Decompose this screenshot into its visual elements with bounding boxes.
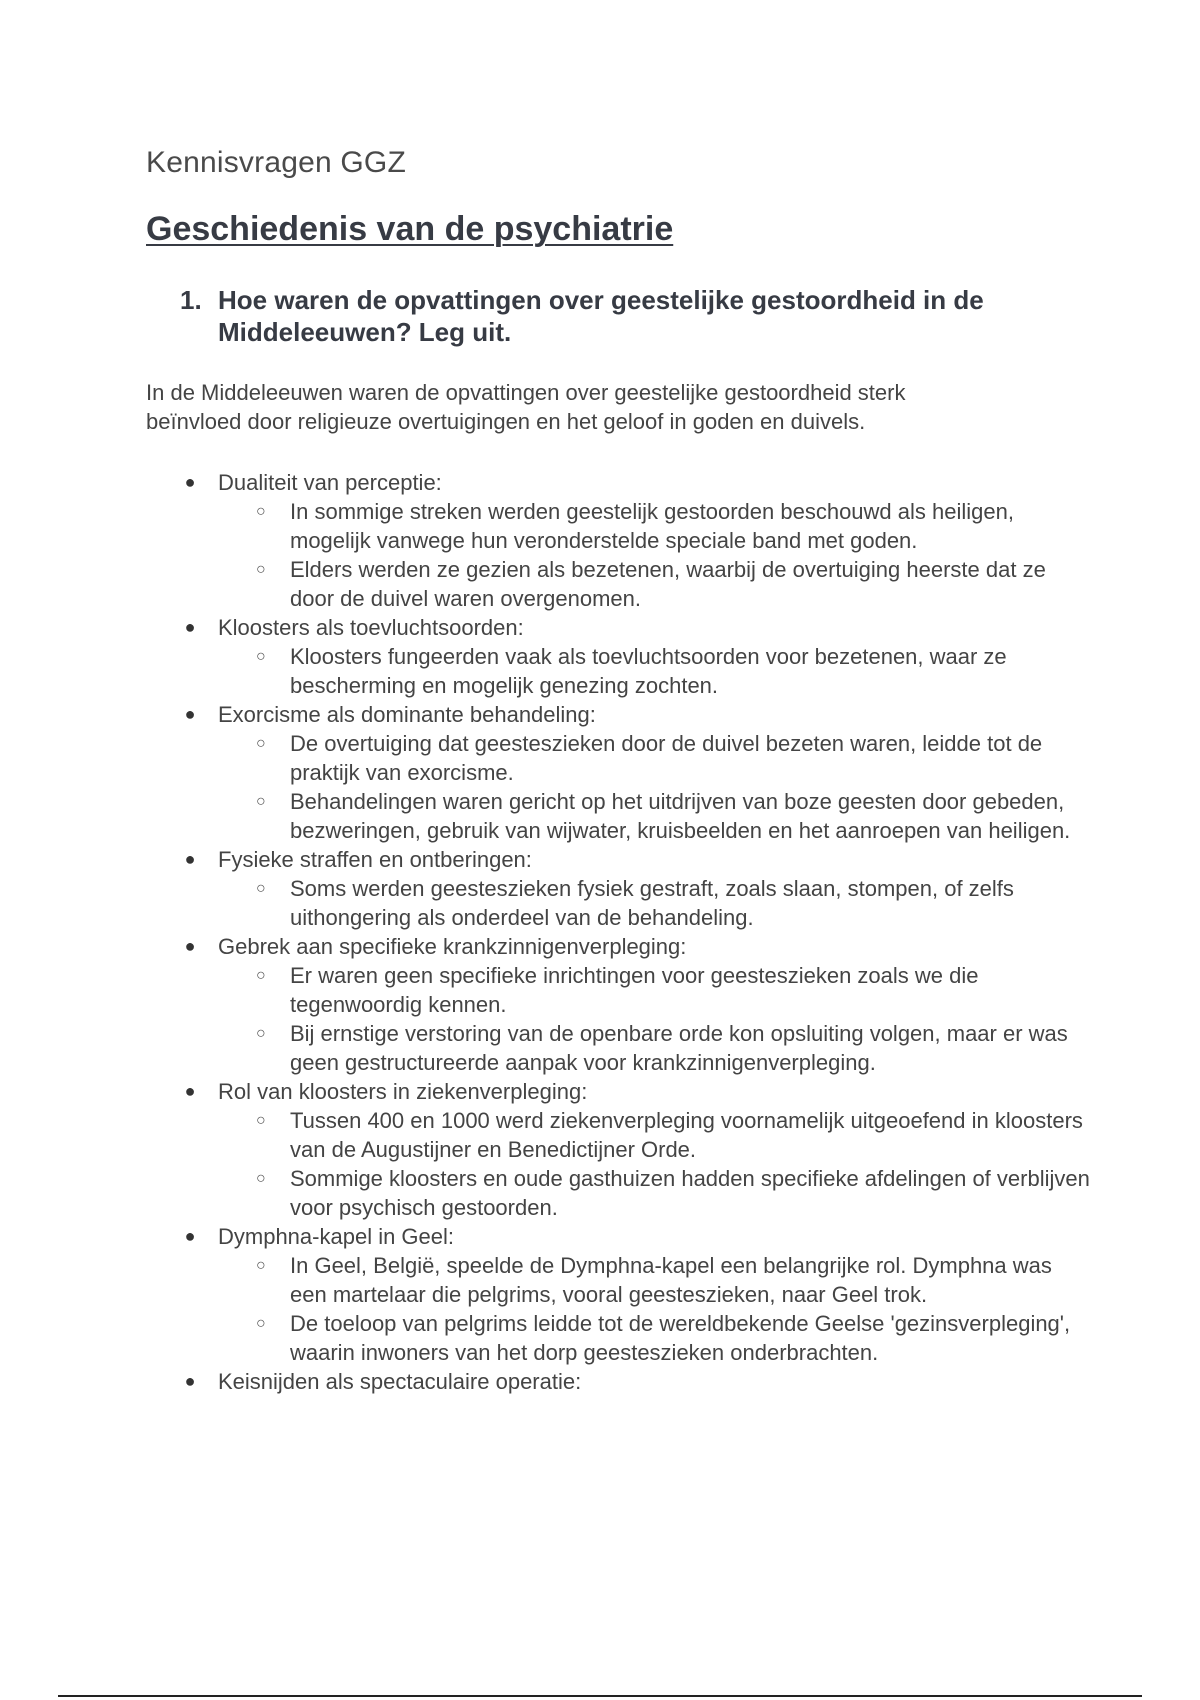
bullet-icon: ● bbox=[184, 1371, 196, 1391]
circle-bullet-icon: ○ bbox=[256, 793, 266, 810]
list-item bbox=[146, 1367, 1066, 1396]
bullet-icon: ● bbox=[184, 472, 196, 492]
list-item bbox=[146, 1222, 1071, 1367]
circle-bullet-icon: ○ bbox=[256, 1112, 266, 1129]
footer-divider bbox=[58, 1695, 1142, 1697]
sub-list-item bbox=[218, 555, 1090, 613]
circle-bullet-icon: ○ bbox=[256, 880, 266, 897]
intro-paragraph: In de Middeleeuwen waren de opvattingen over geestelijke gestoordheid sterk beïnvloed door religieuze overtuigingen en het geloof in goden en duivels. bbox=[146, 380, 906, 434]
list-item-label: Exorcisme als dominante behandeling: bbox=[218, 702, 596, 727]
sub-list bbox=[218, 642, 1066, 700]
list-item bbox=[146, 468, 1066, 613]
circle-bullet-icon: ○ bbox=[256, 561, 266, 578]
sub-list-item-text: Tussen 400 en 1000 werd ziekenverpleging voornamelijk uitgeoefend in kloosters van de Augustijner en Benedictijner Orde. bbox=[290, 1108, 1083, 1162]
list-item-label: Keisnijden als spectaculaire operatie: bbox=[218, 1369, 582, 1394]
sub-list-item bbox=[218, 1164, 1090, 1222]
list-item-label: Kloosters als toevluchtsoorden: bbox=[218, 615, 524, 640]
sub-list-item-text: In sommige streken werden geestelijk gestoorden beschouwd als heiligen, mogelijk vanwege hun veronderstelde speciale band met goden. bbox=[290, 499, 1014, 553]
question-heading bbox=[180, 284, 1080, 348]
sub-list-item bbox=[218, 1106, 1090, 1164]
sub-list-item-text: Bij ernstige verstoring van de openbare orde kon opsluiting volgen, maar er was geen gestructureerde aanpak voor krankzinnigenverpleging. bbox=[290, 1021, 1068, 1075]
question-text: Hoe waren de opvattingen over geestelijke gestoordheid in de Middeleeuwen? Leg uit. bbox=[218, 285, 984, 347]
list-item-label: Dualiteit van perceptie: bbox=[218, 470, 442, 495]
sub-list-item bbox=[218, 1251, 1090, 1309]
bullet-icon: ● bbox=[184, 1226, 196, 1246]
sub-list bbox=[218, 961, 1066, 1077]
sub-list-item-text: Soms werden geesteszieken fysiek gestraft, zoals slaan, stompen, of zelfs uithongering als onderdeel van de behandeling. bbox=[290, 876, 1014, 930]
circle-bullet-icon: ○ bbox=[256, 967, 266, 984]
document-title: Kennisvragen GGZ bbox=[146, 146, 406, 179]
sub-list-item bbox=[218, 961, 1090, 1019]
question-number: 1. bbox=[180, 285, 202, 315]
list-item bbox=[146, 845, 1066, 932]
bullet-icon: ● bbox=[184, 936, 196, 956]
sub-list-item-text: Er waren geen specifieke inrichtingen voor geesteszieken zoals we die tegenwoordig kennen. bbox=[290, 963, 979, 1017]
sub-list-item-text: In Geel, België, speelde de Dymphna-kapel een belangrijke rol. Dymphna was een martelaar die pelgrims, vooral geesteszieken, naar Geel trok. bbox=[290, 1253, 1052, 1307]
list-item-label: Rol van kloosters in ziekenverpleging: bbox=[218, 1079, 588, 1104]
circle-bullet-icon: ○ bbox=[256, 1315, 266, 1332]
circle-bullet-icon: ○ bbox=[256, 1170, 266, 1187]
circle-bullet-icon: ○ bbox=[256, 503, 266, 520]
circle-bullet-icon: ○ bbox=[256, 1257, 266, 1274]
sub-list-item-text: De toeloop van pelgrims leidde tot de wereldbekende Geelse 'gezinsverpleging', waarin inwoners van het dorp geesteszieken onderbrachten. bbox=[290, 1311, 1071, 1365]
bullet-icon: ● bbox=[184, 849, 196, 869]
sub-list-item-text: Elders werden ze gezien als bezetenen, waarbij de overtuiging heerste dat ze door de duivel waren overgenomen. bbox=[290, 557, 1046, 611]
sub-list-item bbox=[218, 874, 1090, 932]
sub-list bbox=[218, 729, 1071, 845]
list-item-label: Gebrek aan specifieke krankzinnigenverpleging: bbox=[218, 934, 687, 959]
sub-list-item bbox=[218, 642, 1090, 700]
sub-list-item bbox=[218, 1019, 1090, 1077]
list-item-label: Dymphna-kapel in Geel: bbox=[218, 1224, 455, 1249]
bullet-icon: ● bbox=[184, 617, 196, 637]
circle-bullet-icon: ○ bbox=[256, 735, 266, 752]
section-heading: Geschiedenis van de psychiatrie bbox=[146, 210, 674, 248]
list-item bbox=[146, 1077, 1090, 1222]
sub-list-item bbox=[218, 1309, 1090, 1367]
sub-list bbox=[218, 497, 1066, 613]
sub-list bbox=[218, 1251, 1071, 1367]
sub-list-item-text: Behandelingen waren gericht op het uitdrijven van boze geesten door gebeden, bezweringen, gebruik van wijwater, kruisbeelden en het aanroepen van heiligen. bbox=[290, 789, 1071, 843]
list-item bbox=[146, 700, 1071, 845]
list-item-label: Fysieke straffen en ontberingen: bbox=[218, 847, 532, 872]
sub-list-item-text: De overtuiging dat geesteszieken door de duivel bezeten waren, leidde tot de praktijk van exorcisme. bbox=[290, 731, 1043, 785]
bullet-icon: ● bbox=[184, 704, 196, 724]
sub-list-item-text: Sommige kloosters en oude gasthuizen hadden specifieke afdelingen of verblijven voor psychisch gestoorden. bbox=[290, 1166, 1090, 1220]
sub-list-item bbox=[218, 497, 1090, 555]
bullet-icon: ● bbox=[184, 1081, 196, 1101]
list-item bbox=[146, 613, 1066, 700]
bullet-list bbox=[146, 468, 1090, 1396]
sub-list-item-text: Kloosters fungeerden vaak als toevluchtsoorden voor bezetenen, waar ze bescherming en mogelijk genezing zochten. bbox=[290, 644, 1007, 698]
sub-list bbox=[218, 1106, 1090, 1222]
sub-list-item bbox=[218, 787, 1090, 845]
sub-list bbox=[218, 874, 1066, 932]
circle-bullet-icon: ○ bbox=[256, 1025, 266, 1042]
list-item bbox=[146, 932, 1066, 1077]
sub-list-item bbox=[218, 729, 1090, 787]
circle-bullet-icon: ○ bbox=[256, 648, 266, 665]
